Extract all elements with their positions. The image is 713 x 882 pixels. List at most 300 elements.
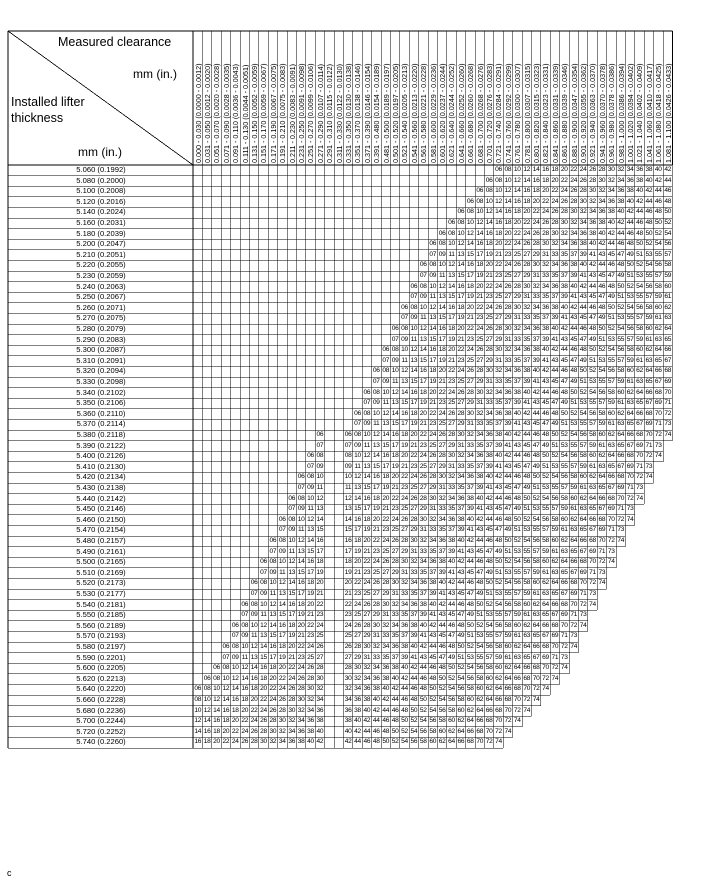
table-cell: 44 bbox=[589, 282, 596, 290]
table-cell: 14 bbox=[260, 643, 267, 650]
table-cell: 44 bbox=[476, 537, 484, 544]
table-cell: 36 bbox=[542, 303, 549, 311]
table-cell: 39 bbox=[401, 653, 408, 661]
table-cell: 27 bbox=[391, 547, 399, 555]
table-cell: 28 bbox=[382, 579, 390, 587]
table-cell: 55 bbox=[476, 653, 484, 661]
row-header: 5.250 (0.2067) bbox=[76, 292, 126, 302]
column-header: 0.861 - 0.880 (0.0339 - 0.0346) bbox=[560, 63, 570, 163]
table-cell: 35 bbox=[429, 547, 437, 555]
table-cell: 62 bbox=[438, 738, 446, 746]
table-cell: 14 bbox=[410, 367, 418, 375]
table-cell: 15 bbox=[457, 272, 465, 279]
table-cell: 35 bbox=[448, 505, 455, 513]
table-cell: 54 bbox=[419, 717, 427, 725]
table-cell: 66 bbox=[560, 579, 568, 587]
table-cell: 54 bbox=[664, 229, 672, 237]
table-cell: 29 bbox=[419, 505, 427, 513]
table-cell: 53 bbox=[542, 484, 549, 491]
table-cell: 25 bbox=[410, 484, 418, 491]
table-cell: 34 bbox=[466, 452, 474, 460]
table-cell: 52 bbox=[617, 303, 625, 311]
table-cell: 42 bbox=[466, 537, 474, 544]
table-cell: 39 bbox=[551, 314, 559, 322]
table-cell: 74 bbox=[636, 494, 643, 502]
table-cell: 28 bbox=[269, 717, 277, 725]
table-cell: 32 bbox=[476, 409, 484, 417]
table-cell: 61 bbox=[664, 293, 672, 301]
table-cell: 30 bbox=[438, 473, 446, 481]
column-header: 0.000 - 0.030 (0.0000 - 0.0012) bbox=[193, 63, 203, 163]
table-cell: 56 bbox=[626, 325, 634, 332]
table-cell: 40 bbox=[645, 176, 653, 184]
table-cell: 23 bbox=[401, 484, 408, 491]
table-cell: 20 bbox=[344, 579, 352, 587]
table-cell: 14 bbox=[354, 494, 361, 502]
row-header: 5.620 (0.2213) bbox=[76, 673, 126, 683]
table-cell: 21 bbox=[457, 335, 465, 343]
table-cell: 72 bbox=[654, 431, 662, 438]
table-cell: 49 bbox=[570, 378, 578, 385]
table-cell: 51 bbox=[617, 293, 625, 301]
table-cell: 70 bbox=[504, 706, 512, 714]
table-cell: 34 bbox=[504, 367, 512, 375]
table-cell: 47 bbox=[607, 272, 615, 279]
column-header: 0.541 - 0.560 (0.0213 - 0.0220) bbox=[409, 63, 419, 163]
table-cell: 45 bbox=[476, 547, 484, 555]
table-cell: 46 bbox=[589, 303, 596, 311]
table-cell: 37 bbox=[504, 399, 512, 407]
table-cell: 36 bbox=[589, 219, 596, 226]
table-cell: 68 bbox=[495, 706, 502, 714]
table-cell: 18 bbox=[316, 558, 324, 566]
table-cell: 09 bbox=[382, 378, 390, 385]
table-cell: 12 bbox=[523, 166, 531, 173]
table-cell: 71 bbox=[551, 653, 559, 661]
table-cell: 30 bbox=[513, 303, 521, 311]
table-cell: 28 bbox=[419, 494, 427, 502]
table-cell: 52 bbox=[419, 706, 427, 714]
table-cell: 37 bbox=[542, 314, 549, 322]
table-cell: 32 bbox=[382, 621, 390, 629]
table-cell: 06 bbox=[410, 282, 418, 290]
table-cell: 14 bbox=[466, 240, 474, 248]
table-cell: 15 bbox=[278, 611, 286, 619]
table-cell: 26 bbox=[344, 643, 352, 650]
table-cell: 55 bbox=[617, 335, 625, 343]
table-cell: 25 bbox=[466, 356, 474, 364]
table-cell: 08 bbox=[382, 367, 390, 375]
table-cell: 12 bbox=[363, 452, 371, 460]
table-cell: 30 bbox=[448, 452, 455, 460]
table-cell: 19 bbox=[429, 378, 437, 385]
table-cell: 12 bbox=[457, 240, 465, 248]
table-cell: 18 bbox=[410, 409, 418, 417]
table-cell: 45 bbox=[448, 611, 455, 619]
table-cell: 63 bbox=[617, 420, 625, 428]
table-cell: 25 bbox=[513, 250, 521, 258]
table-cell: 70 bbox=[589, 558, 596, 566]
table-cell: 12 bbox=[438, 282, 446, 290]
table-cell: 54 bbox=[607, 346, 615, 354]
table-cell: 68 bbox=[485, 717, 493, 725]
table-cell: 43 bbox=[542, 378, 549, 385]
table-cell: 29 bbox=[363, 632, 371, 640]
table-cell: 19 bbox=[354, 547, 361, 555]
table-cell: 30 bbox=[382, 600, 390, 608]
table-cell: 58 bbox=[476, 674, 484, 682]
table-cell: 26 bbox=[532, 229, 540, 237]
table-cell: 53 bbox=[532, 505, 540, 513]
table-cell: 55 bbox=[626, 314, 634, 322]
table-cell: 49 bbox=[589, 335, 596, 343]
table-cell: 37 bbox=[410, 611, 418, 619]
table-cell: 54 bbox=[504, 579, 512, 587]
table-cell: 74 bbox=[532, 696, 540, 703]
table-cell: 19 bbox=[438, 356, 446, 364]
table-cell: 64 bbox=[626, 409, 634, 417]
table-cell: 33 bbox=[485, 399, 493, 407]
column-header: 0.921 - 0.940 (0.0363 - 0.0370) bbox=[588, 63, 598, 163]
table-cell: 57 bbox=[495, 632, 502, 640]
table-cell: 20 bbox=[269, 674, 277, 682]
table-cell: 20 bbox=[382, 494, 390, 502]
table-cell: 23 bbox=[297, 653, 305, 661]
table-cell: 16 bbox=[476, 240, 484, 248]
table-cell: 42 bbox=[654, 176, 662, 184]
table-cell: 44 bbox=[354, 738, 361, 746]
table-cell: 32 bbox=[504, 346, 512, 354]
table-cell: 28 bbox=[466, 388, 474, 396]
row-header: 5.300 (0.2087) bbox=[76, 345, 126, 355]
table-cell: 24 bbox=[495, 282, 502, 290]
table-cell: 19 bbox=[382, 484, 390, 491]
table-cell: 62 bbox=[495, 674, 502, 682]
table-cell: 11 bbox=[316, 484, 323, 491]
table-cell: 52 bbox=[654, 229, 662, 237]
table-cell: 10 bbox=[203, 696, 211, 703]
table-cell: 28 bbox=[316, 664, 324, 672]
table-cell: 62 bbox=[551, 558, 559, 566]
table-cell: 53 bbox=[579, 399, 587, 407]
table-cell: 28 bbox=[551, 219, 559, 226]
table-cell: 41 bbox=[551, 335, 559, 343]
table-cell: 58 bbox=[607, 388, 615, 396]
column-header: 0.581 - 0.600 (0.0229 - 0.0236) bbox=[428, 63, 438, 163]
table-cell: 19 bbox=[401, 441, 408, 449]
table-cell: 08 bbox=[401, 325, 408, 332]
table-cell: 43 bbox=[419, 653, 427, 661]
table-cell: 59 bbox=[560, 505, 568, 513]
table-cell: 36 bbox=[297, 727, 305, 735]
table-cell: 38 bbox=[617, 197, 625, 205]
table-cell: 20 bbox=[560, 166, 568, 173]
table-cell: 06 bbox=[288, 494, 296, 502]
table-cell: 49 bbox=[523, 484, 531, 491]
table-cell: 60 bbox=[485, 674, 493, 682]
table-cell: 29 bbox=[401, 547, 408, 555]
table-cell: 46 bbox=[372, 727, 380, 735]
table-cell: 07 bbox=[382, 356, 390, 364]
table-cell: 48 bbox=[598, 303, 606, 311]
table-cell: 12 bbox=[194, 717, 202, 725]
table-cell: 45 bbox=[570, 335, 578, 343]
table-cell: 18 bbox=[504, 219, 512, 226]
table-cell: 60 bbox=[654, 303, 662, 311]
table-cell: 49 bbox=[617, 272, 625, 279]
table-cell: 22 bbox=[419, 431, 427, 438]
table-cell: 48 bbox=[551, 409, 559, 417]
table-cell: 30 bbox=[523, 282, 531, 290]
table-cell: 56 bbox=[448, 696, 455, 703]
table-cell: 55 bbox=[607, 356, 615, 364]
table-cell: 29 bbox=[457, 420, 465, 428]
table-cell: 17 bbox=[363, 505, 371, 513]
table-cell: 25 bbox=[382, 547, 390, 555]
row-header: 5.230 (0.2059) bbox=[76, 271, 126, 280]
table-cell: 09 bbox=[288, 526, 296, 534]
table-cell: 47 bbox=[551, 399, 559, 407]
table-cell: 41 bbox=[429, 611, 437, 619]
table-cell: 32 bbox=[448, 473, 455, 481]
table-cell: 27 bbox=[438, 441, 446, 449]
table-cell: 28 bbox=[363, 621, 371, 629]
table-cell: 41 bbox=[476, 505, 484, 513]
table-cell: 73 bbox=[664, 420, 672, 428]
table-cell: 09 bbox=[241, 632, 249, 640]
table-cell: 18 bbox=[513, 208, 521, 216]
table-cell: 53 bbox=[551, 462, 559, 470]
table-cell: 09 bbox=[278, 547, 286, 555]
table-cell: 65 bbox=[532, 632, 540, 640]
table-cell: 72 bbox=[485, 738, 493, 746]
table-cell: 51 bbox=[504, 547, 512, 555]
table-cell: 35 bbox=[532, 314, 540, 322]
table-cell: 57 bbox=[551, 505, 559, 513]
table-cell: 42 bbox=[372, 706, 380, 714]
table-cell: 07 bbox=[363, 399, 371, 407]
table-cell: 36 bbox=[485, 431, 493, 438]
table-cell: 26 bbox=[476, 346, 484, 354]
table-cell: 65 bbox=[551, 590, 559, 597]
table-cell: 43 bbox=[504, 462, 512, 470]
table-cell: 16 bbox=[213, 717, 220, 725]
table-cell: 56 bbox=[466, 674, 474, 682]
table-cell: 22 bbox=[297, 643, 305, 650]
table-cell: 39 bbox=[438, 568, 446, 576]
table-cell: 30 bbox=[532, 261, 540, 269]
table-cell: 64 bbox=[579, 515, 587, 523]
table-cell: 45 bbox=[542, 399, 549, 407]
table-cell: 34 bbox=[391, 621, 399, 629]
column-header: 0.271 - 0.290 (0.0107 - 0.0114) bbox=[315, 64, 325, 163]
table-cell: 34 bbox=[448, 494, 455, 502]
table-cell: 51 bbox=[542, 462, 549, 470]
table-cell: 74 bbox=[560, 664, 568, 672]
table-cell: 64 bbox=[636, 388, 643, 396]
table-cell: 69 bbox=[551, 632, 559, 640]
table-cell: 55 bbox=[532, 526, 540, 534]
table-cell: 23 bbox=[476, 314, 484, 322]
table-cell: 64 bbox=[542, 600, 549, 608]
row-header: 5.450 (0.2146) bbox=[76, 504, 126, 514]
table-cell: 40 bbox=[551, 325, 559, 332]
table-cell: 32 bbox=[419, 537, 427, 544]
table-cell: 32 bbox=[278, 727, 286, 735]
table-cell: 57 bbox=[589, 420, 596, 428]
table-cell: 06 bbox=[222, 643, 230, 650]
table-cell: 34 bbox=[288, 727, 296, 735]
table-cell: 59 bbox=[626, 356, 634, 364]
table-cell: 19 bbox=[297, 611, 305, 619]
table-cell: 38 bbox=[363, 696, 371, 703]
table-cell: 40 bbox=[354, 717, 361, 725]
table-cell: 34 bbox=[316, 696, 324, 703]
table-cell: 26 bbox=[260, 717, 267, 725]
table-cell: 69 bbox=[560, 611, 568, 619]
table-cell: 38 bbox=[626, 187, 634, 195]
row-header: 5.370 (0.2114) bbox=[76, 419, 126, 429]
table-cell: 21 bbox=[382, 505, 390, 513]
table-cell: 63 bbox=[532, 611, 540, 619]
table-cell: 37 bbox=[391, 653, 399, 661]
table-cell: 11 bbox=[382, 399, 389, 407]
table-cell: 60 bbox=[589, 452, 596, 460]
table-cell: 48 bbox=[401, 706, 408, 714]
table-cell: 68 bbox=[654, 388, 662, 396]
table-cell: 42 bbox=[636, 197, 643, 205]
table-cell: 24 bbox=[457, 367, 465, 375]
table-cell: 35 bbox=[560, 250, 568, 258]
table-cell: 36 bbox=[363, 685, 371, 693]
table-cell: 16 bbox=[429, 346, 437, 354]
table-cell: 40 bbox=[419, 621, 427, 629]
table-cell: 60 bbox=[598, 431, 606, 438]
table-cell: 46 bbox=[410, 685, 418, 693]
table-cell: 22 bbox=[260, 696, 267, 703]
table-cell: 28 bbox=[401, 537, 408, 544]
table-cell: 57 bbox=[485, 653, 493, 661]
table-cell: 29 bbox=[354, 653, 361, 661]
table-cell: 44 bbox=[523, 431, 531, 438]
table-cell: 22 bbox=[307, 621, 314, 629]
table-cell: 63 bbox=[598, 462, 606, 470]
table-cell: 66 bbox=[495, 696, 502, 703]
table-cell: 35 bbox=[513, 356, 521, 364]
table-cell: 62 bbox=[513, 643, 521, 650]
table-cell: 09 bbox=[231, 653, 239, 661]
table-cell: 24 bbox=[316, 621, 324, 629]
table-cell: 27 bbox=[504, 293, 512, 301]
table-cell: 12 bbox=[391, 388, 399, 396]
row-header: 5.740 (0.2260) bbox=[76, 737, 126, 747]
column-header: 0.741 - 0.760 (0.0292 - 0.0299) bbox=[503, 63, 513, 163]
table-cell: 55 bbox=[542, 505, 549, 513]
table-cell: 23 bbox=[410, 462, 418, 470]
table-cell: 07 bbox=[419, 272, 427, 279]
table-cell: 62 bbox=[542, 579, 549, 587]
row-header: 5.530 (0.2177) bbox=[76, 589, 126, 598]
table-cell: 41 bbox=[570, 293, 578, 301]
table-cell: 16 bbox=[504, 208, 512, 216]
table-cell: 72 bbox=[570, 621, 578, 629]
row-header: 5.380 (0.2118) bbox=[76, 430, 126, 439]
table-cell: 40 bbox=[617, 208, 625, 216]
table-cell: 69 bbox=[589, 547, 596, 555]
column-header: 1.061 - 1.080 (0.0418 - 0.0425) bbox=[654, 63, 664, 163]
row-header: 5.500 (0.2165) bbox=[76, 557, 126, 567]
table-cell: 53 bbox=[485, 611, 493, 619]
table-cell: 47 bbox=[579, 335, 587, 343]
table-cell: 56 bbox=[476, 664, 484, 672]
table-cell: 50 bbox=[523, 494, 531, 502]
table-cell: 16 bbox=[382, 452, 390, 460]
table-cell: 21 bbox=[410, 441, 418, 449]
table-cell: 16 bbox=[307, 558, 314, 566]
column-header: 0.941 - 0.960 (0.0370 - 0.0378) bbox=[597, 63, 607, 163]
table-cell: 45 bbox=[504, 484, 512, 491]
table-cell: 08 bbox=[250, 600, 258, 608]
table-cell: 52 bbox=[466, 643, 474, 650]
table-cell: 18 bbox=[241, 696, 249, 703]
table-cell: 20 bbox=[504, 229, 512, 237]
table-cell: 23 bbox=[316, 611, 324, 619]
table-cell: 56 bbox=[410, 738, 418, 746]
table-cell: 55 bbox=[523, 547, 531, 555]
table-cell: 50 bbox=[382, 738, 390, 746]
table-cell: 34 bbox=[297, 717, 305, 725]
table-cell: 32 bbox=[485, 388, 493, 396]
table-cell: 51 bbox=[495, 568, 502, 576]
table-cell: 24 bbox=[382, 537, 390, 544]
table-cell: 35 bbox=[495, 399, 502, 407]
table-cell: 64 bbox=[504, 674, 512, 682]
table-cell: 24 bbox=[429, 431, 437, 438]
table-cell: 10 bbox=[495, 187, 502, 195]
table-cell: 14 bbox=[495, 208, 502, 216]
column-header: 0.171 - 0.190 (0.0067 - 0.0075) bbox=[268, 63, 278, 163]
table-cell: 70 bbox=[532, 674, 540, 682]
table-cell: 46 bbox=[438, 643, 446, 650]
table-cell: 14 bbox=[419, 346, 427, 354]
table-cell: 43 bbox=[448, 590, 455, 597]
table-cell: 17 bbox=[448, 314, 455, 322]
table-cell: 09 bbox=[250, 611, 258, 619]
table-cell: 33 bbox=[476, 420, 484, 428]
table-cell: 61 bbox=[636, 356, 643, 364]
table-cell: 36 bbox=[401, 621, 408, 629]
table-cell: 64 bbox=[589, 494, 596, 502]
table-cell: 42 bbox=[354, 727, 361, 735]
table-cell: 19 bbox=[316, 568, 324, 576]
table-cell: 74 bbox=[598, 579, 606, 587]
table-cell: 06 bbox=[438, 229, 446, 237]
table-cell: 28 bbox=[410, 515, 418, 523]
table-cell: 34 bbox=[476, 431, 484, 438]
table-cell: 67 bbox=[589, 526, 596, 534]
table-cell: 70 bbox=[636, 452, 643, 460]
table-cell: 28 bbox=[297, 685, 305, 693]
table-cell: 08 bbox=[495, 176, 502, 184]
table-cell: 26 bbox=[363, 600, 371, 608]
table-cell: 12 bbox=[372, 431, 380, 438]
table-cell: 62 bbox=[617, 409, 625, 417]
table-cell: 56 bbox=[579, 431, 587, 438]
table-cell: 54 bbox=[401, 738, 408, 746]
table-cell: 13 bbox=[316, 505, 324, 513]
table-cell: 61 bbox=[607, 420, 615, 428]
table-cell: 38 bbox=[513, 388, 521, 396]
